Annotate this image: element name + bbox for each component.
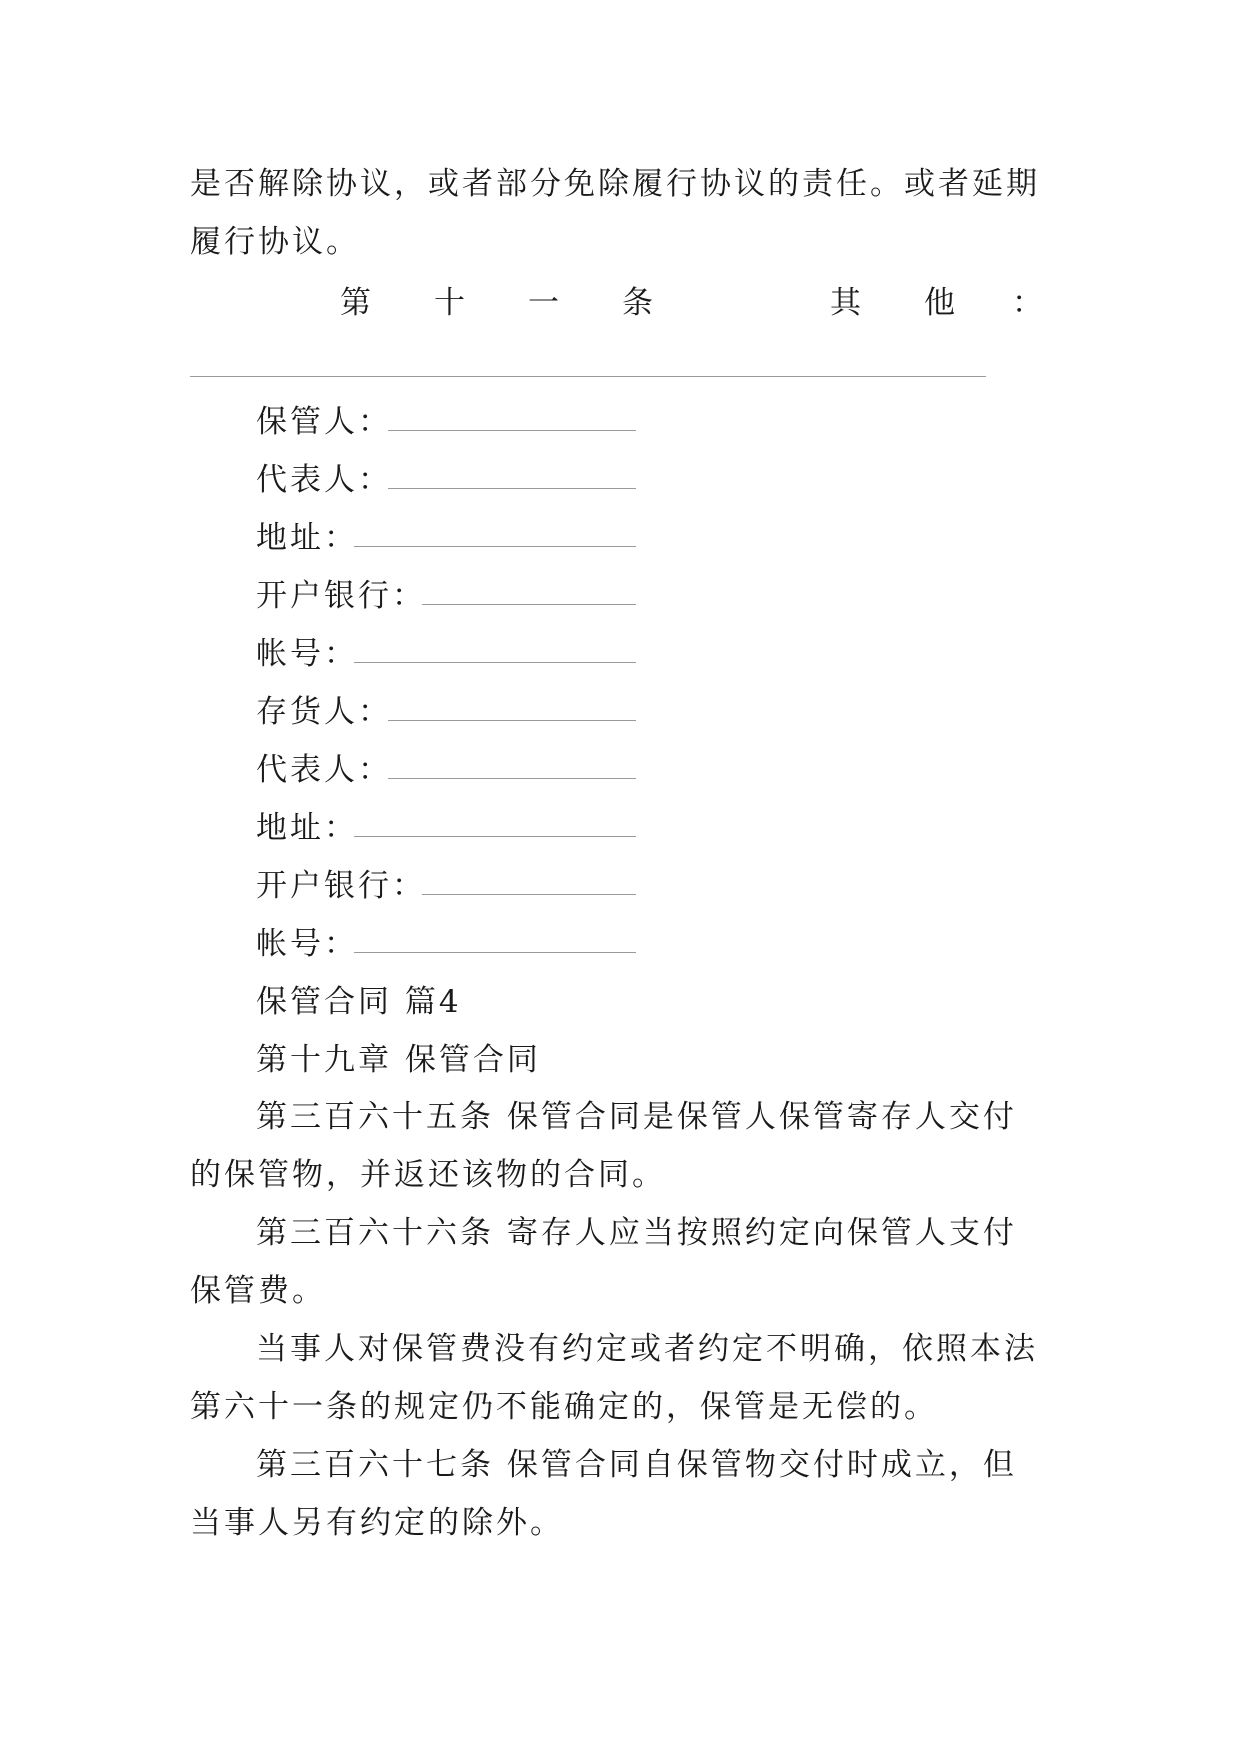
field-depositor-representative — [256, 745, 392, 795]
field-depositor-blank — [388, 720, 636, 721]
field-label: 代表人： — [256, 462, 392, 498]
section-title: 保管合同 篇4 — [256, 984, 462, 1020]
heading-char: 第 — [340, 285, 371, 321]
field-custodian-address — [256, 513, 358, 563]
field-custodian-blank — [388, 430, 636, 431]
field-label: 代表人： — [256, 752, 392, 788]
field-custodian-representative-blank — [388, 488, 636, 489]
field-custodian-account-blank — [354, 662, 636, 663]
paragraph-article-367: 第三百六十七条 保管合同自保管物交付时成立，但当事人另有约定的除外。 — [190, 1447, 1017, 1541]
field-depositor-account — [256, 919, 358, 969]
field-label: 帐号： — [256, 926, 358, 962]
article-11-blank-line — [190, 376, 986, 377]
heading-char: 一 — [528, 285, 559, 321]
field-depositor-bank — [256, 861, 426, 911]
chapter-title: 第十九章 保管合同 — [256, 1042, 541, 1078]
heading-char: 其 — [830, 285, 861, 321]
paragraph-article-366: 第三百六十六条 寄存人应当按照约定向保管人支付保管费。 — [190, 1215, 1017, 1309]
field-label: 地址： — [256, 520, 358, 556]
article-11-heading — [190, 278, 1050, 328]
field-depositor-address-blank — [354, 836, 636, 837]
field-depositor-account-blank — [354, 952, 636, 953]
field-depositor-bank-blank — [422, 894, 636, 895]
field-custodian-bank — [256, 571, 426, 621]
field-label: 保管人： — [256, 404, 392, 440]
field-custodian-representative — [256, 455, 392, 505]
field-label: 开户银行： — [256, 868, 426, 904]
heading-char: 十 — [434, 285, 465, 321]
field-label: 地址： — [256, 810, 358, 846]
heading-char: ： — [1012, 285, 1043, 321]
field-label: 帐号： — [256, 636, 358, 672]
heading-char: 他 — [924, 285, 955, 321]
field-custodian — [256, 397, 392, 447]
heading-char: 条 — [622, 285, 653, 321]
field-custodian-account — [256, 629, 358, 679]
field-depositor — [256, 687, 392, 737]
field-depositor-address — [256, 803, 358, 853]
field-depositor-representative-blank — [388, 778, 636, 779]
paragraph-termination: 是否解除协议，或者部分免除履行协议的责任。或者延期履行协议。 — [190, 166, 1040, 260]
paragraph-article-365: 第三百六十五条 保管合同是保管人保管寄存人交付的保管物，并返还该物的合同。 — [190, 1099, 1017, 1193]
paragraph-article-366-clause: 当事人对保管费没有约定或者约定不明确，依照本法第六十一条的规定仍不能确定的，保管是无偿的。 — [190, 1331, 1038, 1425]
field-custodian-bank-blank — [422, 604, 636, 605]
field-label: 存货人： — [256, 694, 392, 730]
field-custodian-address-blank — [354, 546, 636, 547]
field-label: 开户银行： — [256, 578, 426, 614]
